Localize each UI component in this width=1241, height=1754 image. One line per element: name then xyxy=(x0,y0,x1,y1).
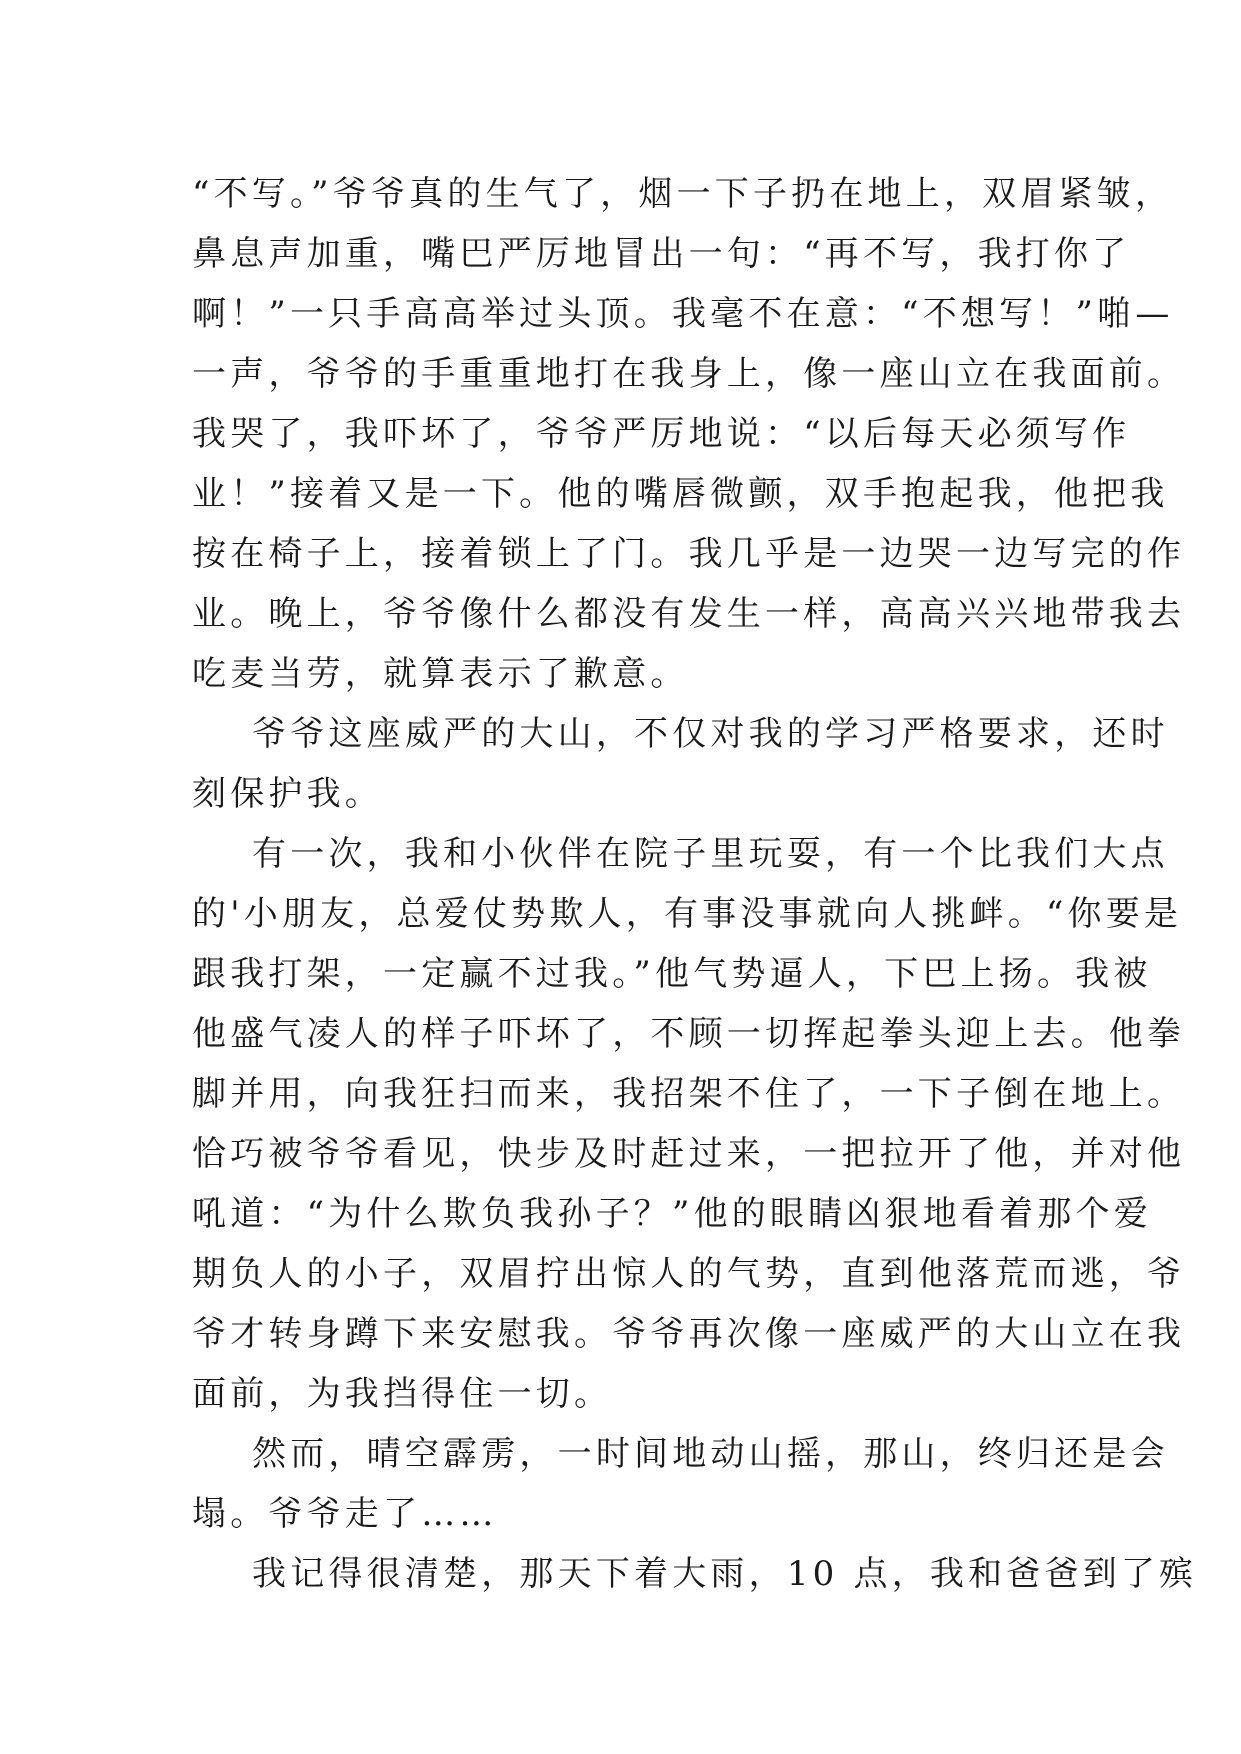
text-line: 恰巧被爷爷看见，快步及时赶过来，一把拉开了他，并对他 xyxy=(192,1134,1186,1174)
text-line: 塌。爷爷走了…… xyxy=(192,1494,498,1534)
text-line: 有一次，我和小伙伴在院子里玩耍，有一个比我们大点 xyxy=(192,834,1169,874)
text-line: 然而，晴空霹雳，一时间地动山摇，那山，终归还是会 xyxy=(192,1434,1169,1474)
text-line: 的'小朋友，总爱仗势欺人，有事没事就向人挑衅。“你要是 xyxy=(192,894,1183,934)
text-line: 我记得很清楚，那天下着大雨，10 点，我和爸爸到了殡 xyxy=(192,1554,1198,1594)
text-line: “不写。”爷爷真的生气了，烟一下子扔在地上，双眉紧皱， xyxy=(192,174,1174,214)
text-line: 面前，为我挡得住一切。 xyxy=(192,1374,613,1414)
text-line: 吼道：“为什么欺负我孙子？”他的眼睛凶狠地看着那个爱 xyxy=(192,1194,1152,1234)
text-line: 啊！”一只手高高举过头顶。我毫不在意：“不想写！”啪— xyxy=(192,294,1174,334)
text-line: 期负人的小子，双眉拧出惊人的气势，直到他落荒而逃，爷 xyxy=(192,1254,1186,1294)
text-line: 爷才转身蹲下来安慰我。爷爷再次像一座威严的大山立在我 xyxy=(192,1314,1186,1354)
text-line: 刻保护我。 xyxy=(192,774,383,814)
text-line: 业。晚上，爷爷像什么都没有发生一样，高高兴兴地带我去 xyxy=(192,594,1186,634)
text-line: 爷爷这座威严的大山，不仅对我的学习严格要求，还时 xyxy=(192,714,1169,754)
text-line: 按在椅子上，接着锁上了门。我几乎是一边哭一边写完的作 xyxy=(192,534,1186,574)
text-line: 鼻息声加重，嘴巴严厉地冒出一句：“再不写，我打你了 xyxy=(192,234,1131,274)
text-line: 我哭了，我吓坏了，爷爷严厉地说：“以后每天必须写作 xyxy=(192,414,1131,454)
text-line: 一声，爷爷的手重重地打在我身上，像一座山立在我面前。 xyxy=(192,354,1186,394)
text-line: 他盛气凌人的样子吓坏了，不顾一切挥起拳头迎上去。他拳 xyxy=(192,1014,1186,1054)
body-text xyxy=(192,164,1198,1604)
text-line: 跟我打架，一定赢不过我。”他气势逼人，下巴上扬。我被 xyxy=(192,954,1152,994)
text-line: 吃麦当劳，就算表示了歉意。 xyxy=(192,654,689,694)
text-line: 脚并用，向我狂扫而来，我招架不住了，一下子倒在地上。 xyxy=(192,1074,1186,1114)
text-line: 业！”接着又是一下。他的嘴唇微颤，双手抱起我，他把我 xyxy=(192,474,1169,514)
